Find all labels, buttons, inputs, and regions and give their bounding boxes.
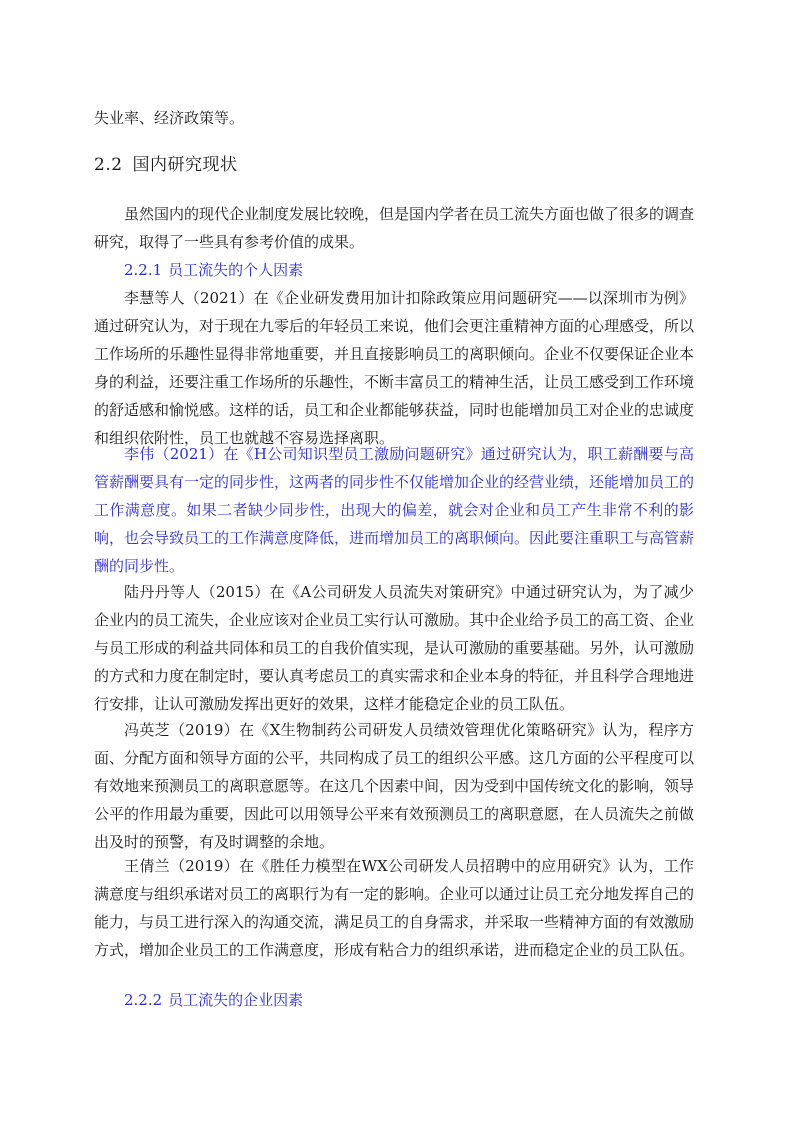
paragraph-feng-yingzhi: 冯英芝（2019）在《X生物制药公司研发人员绩效管理优化策略研究》认为，程序方面、分配方面和领导方面的公平，共同构成了员工的组织公平感。这几方面的公平程度可以有效地来预测员工的离职意愿等。在这几个因素中间，因为受到中国传统文化的影响，领导公平的作用最为重要，因此可以用领导公平来有效预测员工的离职意愿，在人员流失之前做出及时的预警，有及时调整的余地。 bbox=[94, 721, 695, 851]
subsection-title: 员工流失的企业因素 bbox=[168, 991, 304, 1009]
subsection-number: 2.2.2 bbox=[124, 991, 163, 1009]
section-number: 2.2 bbox=[94, 155, 123, 175]
paragraph-li-hui: 李慧等人（2021）在《企业研发费用加计扣除政策应用问题研究——以深圳市为例》通过研究认为，对于现在九零后的年轻员工来说，他们会更注重精神方面的心理感受，所以工作场所的乐趣性显得非常地重要，并且直接影响员工的离职倾向。企业不仅要保证企业本身的利益，还要注重工作场所的乐趣性，不断丰富员工的精神生活，让员工感受到工作环境的舒适感和愉悦感。这样的话，员工和企业都能够获益，同时也能增加员工对企业的忠诚度和组织依附性，员工也就越不容易选择离职。 bbox=[94, 289, 695, 447]
subsection-number: 2.2.1 bbox=[124, 261, 163, 279]
subsection-heading-enterprise-factors bbox=[124, 986, 303, 1014]
subsection-title: 员工流失的个人因素 bbox=[168, 261, 304, 279]
carryover-paragraph: 失业率、经济政策等。 bbox=[94, 109, 245, 127]
section-heading bbox=[94, 151, 238, 179]
paragraph-lu-dandan: 陆丹丹等人（2015）在《A公司研发人员流失对策研究》中通过研究认为，为了减少企业内的员工流失，企业应该对企业员工实行认可激励。其中企业给予员工的高工资、企业与员工形成的利益共同体和员工的自我价值实现，是认可激励的重要基础。另外，认可激励的方式和力度在制定时，要认真考虑员工的真实需求和企业本身的特征，并且科学合理地进行安排，让认可激励发挥出更好的效果，这样才能稳定企业的员工队伍。 bbox=[94, 583, 695, 713]
paragraph-li-wei: 李伟（2021）在《H公司知识型员工激励问题研究》通过研究认为，职工薪酬要与高管薪酬要具有一定的同步性，这两者的同步性不仅能增加企业的经营业绩，还能增加员工的工作满意度。如果二者缺少同步性，出现大的偏差，就会对企业和员工产生非常不利的影响，也会导致员工的工作满意度降低，进而增加员工的离职倾向。因此要注重职工与高管薪酬的同步性。 bbox=[94, 445, 695, 575]
paragraph-wang-qianlan: 王倩兰（2019）在《胜任力模型在WX公司研发人员招聘中的应用研究》认为，工作满意度与组织承诺对员工的离职行为有一定的影响。企业可以通过让员工充分地发挥自己的能力，与员工进行深入的沟通交流，满足员工的自身需求，并采取一些精神方面的有效激励方式，增加企业员工的工作满意度，形成有粘合力的组织承诺，进而稳定企业的员工队伍。 bbox=[94, 857, 695, 959]
section-title: 国内研究现状 bbox=[132, 155, 238, 175]
subsection-heading-individual-factors bbox=[124, 256, 303, 284]
intro-paragraph: 虽然国内的现代企业制度发展比较晚，但是国内学者在员工流失方面也做了很多的调查研究，取得了一些具有参考价值的成果。 bbox=[94, 205, 695, 251]
